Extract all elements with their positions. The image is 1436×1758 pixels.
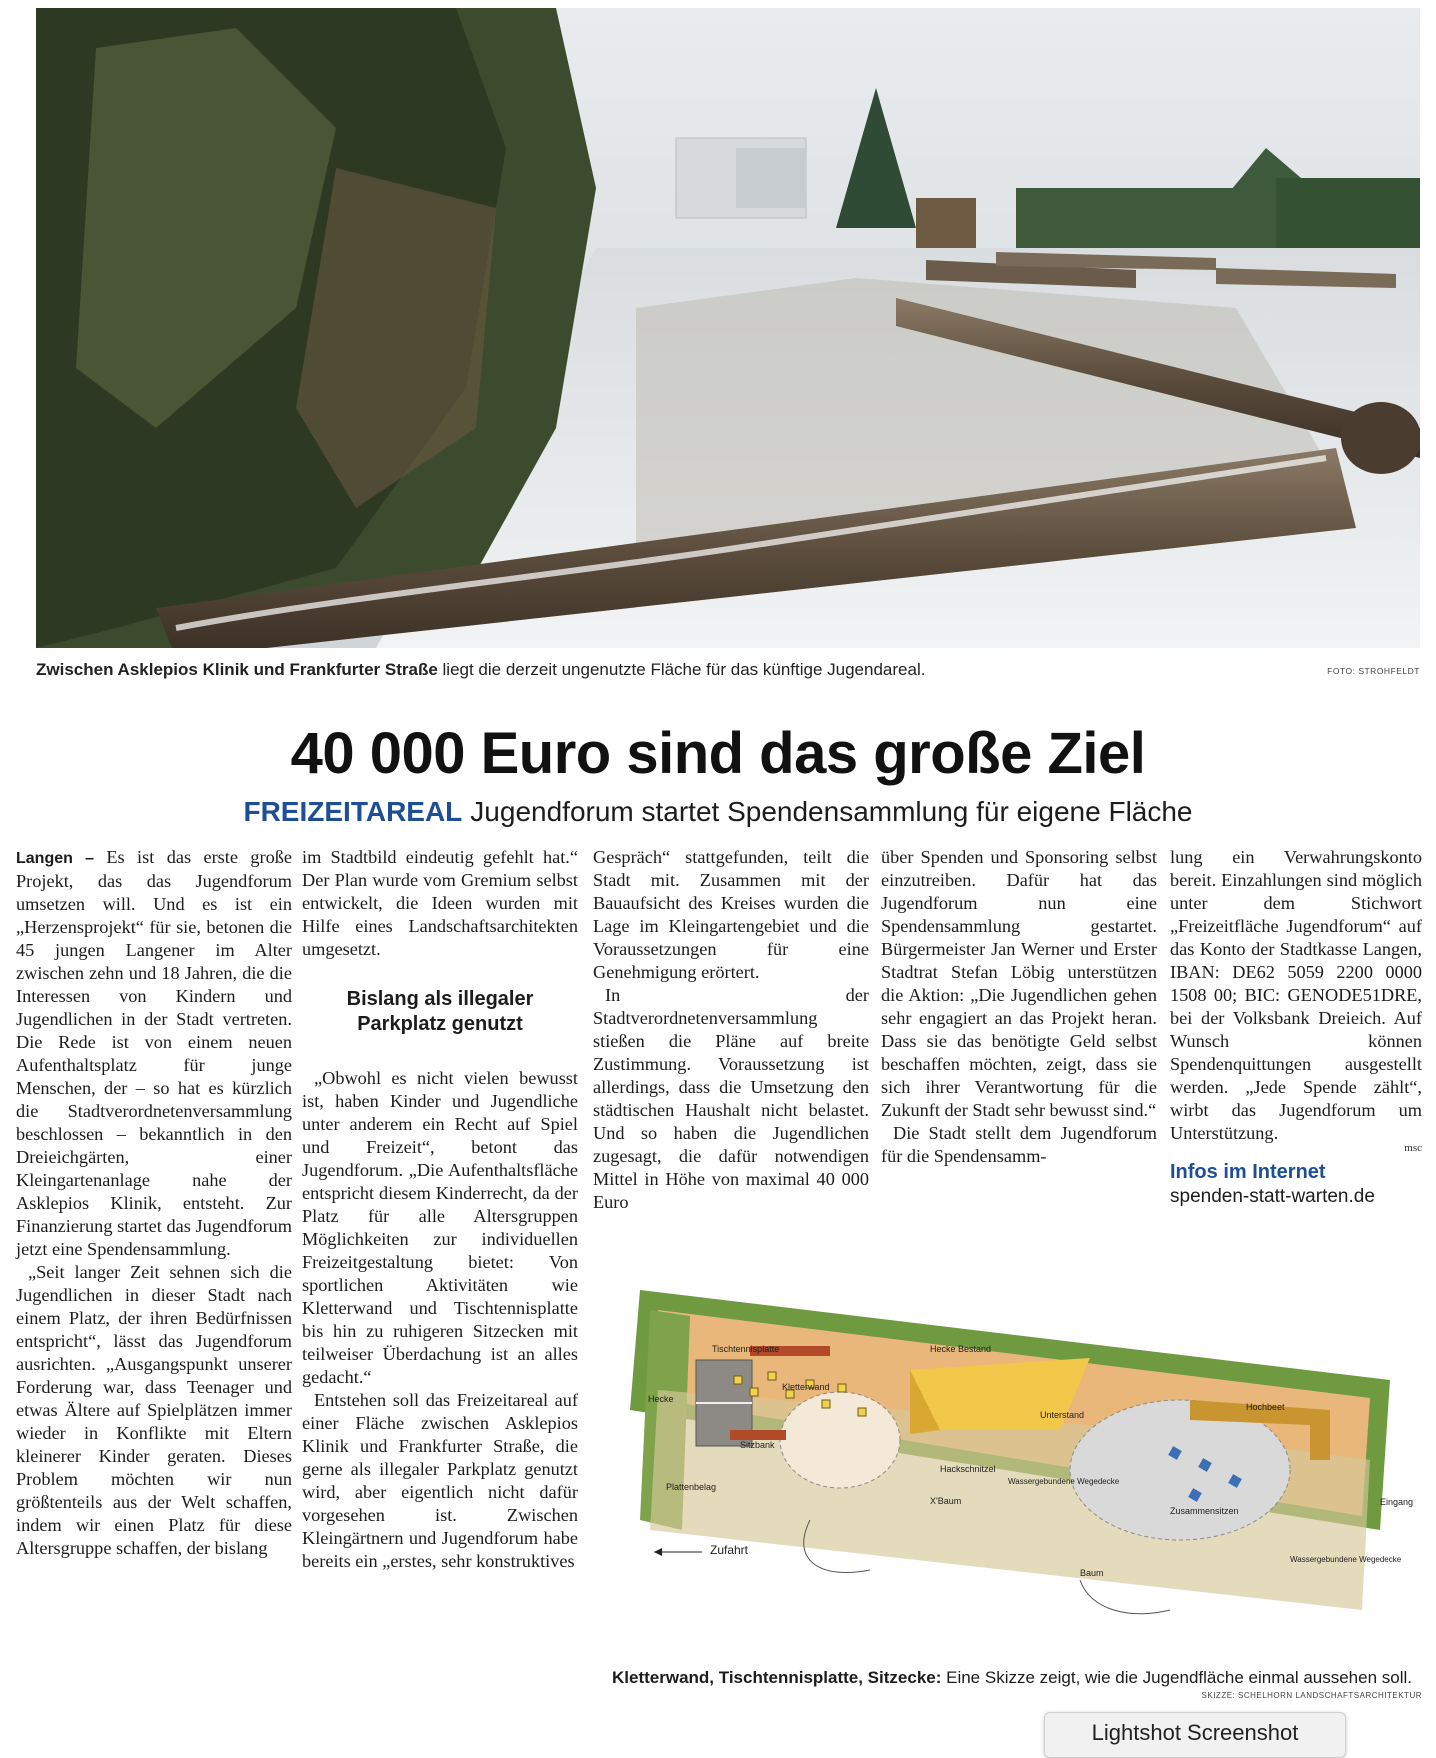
climbing-hold <box>750 1388 758 1396</box>
label-table-tennis: Tischtennisplatte <box>712 1344 780 1354</box>
label-hedge-existing: Hecke Bestand <box>930 1344 992 1354</box>
paragraph-text: Es ist das erste große Projekt, das das Jugendforum umsetzen will. Und es ist ein „Herzensprojekt“ für sie, betonen die 45 jungen Langener im Alter zwischen zehn und 18 Jahren, die die Interessen von Kindern und Jugendlichen in der Stadt vertreten. Die Rede ist von einem neuen Aufenthaltsplatz für junge Menschen, der – so hat es kürzlich die Stadtverordnetenversammlung beschlossen – bekanntlich in den Dreieichgärten, einer Kleingartenanlage nahe der Asklepios Klinik, entsteht. Zur Finanzierung startet das Jugendforum jetzt eine Spendensammlung. <box>16 847 292 1259</box>
dateline: Langen – <box>16 850 107 867</box>
sketch-caption-text: Eine Skizze zeigt, wie die Jugendfläche einmal aussehen soll. <box>941 1668 1412 1687</box>
label-hedge: Hecke <box>648 1394 674 1404</box>
article-column-2 <box>302 846 578 1573</box>
climbing-hold <box>768 1372 776 1380</box>
paragraph: Entstehen soll das Freizeitareal auf einer Fläche zwischen Asklepios Klinik und Frankfurter Straße, die gerne als illegaler Parkplatz genutzt wird, aber eigentlich nicht dafür vorgesehen ist. Zwischen Kleingärtnern und Jugendforum habe bereits ein „erstes, sehr konstruktives <box>302 1390 578 1571</box>
label-seating: Zusammensitzen <box>1170 1506 1239 1516</box>
label-gravel-path-2: Wassergebundene Wegedecke <box>1290 1555 1402 1564</box>
climbing-hold <box>822 1400 830 1408</box>
climbing-hold <box>734 1376 742 1384</box>
paragraph: „Seit langer Zeit sehnen sich die Jugendlichen in dieser Stadt nach einem Platz, der ihren Bedürfnissen entspricht“, lässt das Jugendforum ausrichten. „Ausgangspunkt unserer Forderung war, dass Teenager und etwas Ältere auf Spielplätzen immer wieder in Konflikte mit Eltern kleinerer Kinder geraten. Dieses Problem möchten wir nun größtenteils aus der Welt schaffen, indem wir einen Platz für diese Altersgruppe schaffen, der bislang <box>16 1262 292 1558</box>
section-subheading: Bislang als illegaler Parkplatz genutzt <box>346 988 534 1035</box>
label-gravel-path-1: Wassergebundene Wegedecke <box>1008 1477 1120 1486</box>
paragraph: Die Stadt stellt dem Jugendforum für die Spendensamm- <box>881 1123 1157 1166</box>
site-plan-drawing <box>610 1280 1426 1640</box>
screenshot-tooltip: Lightshot Screenshot <box>1044 1712 1346 1758</box>
article-photo <box>36 8 1420 648</box>
photo-caption <box>36 660 1420 684</box>
climbing-hold <box>858 1408 866 1416</box>
infos-heading: Infos im Internet <box>1170 1161 1326 1183</box>
photo-credit: FOTO: STROHFELDT <box>1327 666 1420 676</box>
climbing-hold <box>838 1384 846 1392</box>
paragraph: In der Stadtverordnetenversammlung stießen die Pläne auf breite Zustimmung. Voraussetzung ist allerdings, dass die Umsetzung den städtischen Haushalt nicht belastet. Und so haben die Jugendlichen zugesagt, die dafür notwendigen Mittel in Höhe von maximal 40 000 Euro <box>593 985 869 1212</box>
label-bench: Sitzbank <box>740 1440 775 1450</box>
paragraph: Gespräch“ stattgefunden, teilt die Stadt mit. Zusammen mit der Bauaufsicht des Kreises wurden die Lage im Kleingartengebiet und die Voraussetzungen für eine Genehmigung erörtert. <box>593 847 869 982</box>
woodchip-area <box>780 1392 900 1488</box>
label-entrance: Eingang <box>1380 1497 1414 1507</box>
site-plan-sketch <box>610 1280 1426 1640</box>
article-column-1 <box>16 846 292 1560</box>
photo-caption-bold: Zwischen Asklepios Klinik und Frankfurter Straße <box>36 660 438 679</box>
label-tree: Baum <box>1080 1568 1104 1578</box>
article-column-3 <box>593 846 869 1214</box>
driveway-arrowhead <box>654 1548 662 1556</box>
article-column-4 <box>881 846 1157 1168</box>
photo-caption-text: liegt die derzeit ungenutzte Fläche für das künftige Jugendareal. <box>437 660 926 679</box>
sketch-caption-bold: Kletterwand, Tischtennisplatte, Sitzecke: <box>612 1668 942 1687</box>
label-shelter: Unterstand <box>1040 1410 1085 1420</box>
paragraph: lung ein Verwahrungskonto bereit. Einzahlungen sind möglich unter dem Stichwort „Freizeitfläche Jugendforum“ auf das Konto der Stadtkasse Langen, IBAN: DE62 5059 2200 0000 1508 00; BIC: GENODE51DRE, bei der Volksbank Dreieich. Auf Wunsch können Spendenquittungen ausgestellt werden. „Jede Spende zählt“, wirbt das Jugendforum um Unterstützung. <box>1170 847 1422 1143</box>
kicker: FREIZEITAREAL <box>243 796 463 827</box>
label-paving: Plattenbelag <box>666 1482 717 1492</box>
paragraph: über Spenden und Sponsoring selbst einzutreiben. Dafür hat das Jugendforum nun eine Spendensammlung gestartet. Bürgermeister Jan Werner und Erster Stadtrat Stefan Löbig unterstützen die Aktion: „Die Jugendlichen gehen sehr engagiert an das Projekt heran. Dass sie das benötigte Geld selbst beschaffen möchten, zeigt, dass sie sich ihrer Verantwortung für die Zukunft der Stadt sehr bewusst sind.“ <box>881 847 1157 1120</box>
label-climbing-wall: Kletterwand <box>782 1382 830 1392</box>
subheadline <box>0 794 1436 830</box>
bench <box>730 1430 786 1440</box>
label-raised-bed: Hochbeet <box>1246 1402 1285 1412</box>
label-christmas-tree: X'Baum <box>930 1496 962 1506</box>
label-driveway: Zufahrt <box>710 1543 749 1557</box>
sketch-caption <box>612 1666 1422 1690</box>
label-woodchips: Hackschnitzel <box>940 1464 996 1474</box>
sketch-credit: SKIZZE: SCHELHORN LANDSCHAFTSARCHITEKTUR <box>1201 1691 1422 1700</box>
snowy-lot-photo <box>36 8 1420 648</box>
infos-link[interactable]: spenden-statt-warten.de <box>1170 1186 1375 1207</box>
author-signature: msc <box>1404 1142 1422 1154</box>
paragraph <box>16 846 292 1261</box>
article-column-5 <box>1170 846 1422 1209</box>
headline: 40 000 Euro sind das große Ziel <box>290 721 1146 786</box>
paragraph: im Stadtbild eindeutig gefehlt hat.“ Der Plan wurde vom Gremium selbst entwickelt, die Ideen wurden mit Hilfe eines Landschaftsarchitekten umgesetzt. <box>302 847 578 959</box>
subheadline-text: Jugendforum startet Spendensammlung für eigene Fläche <box>470 796 1193 827</box>
paragraph: „Obwohl es nicht vielen bewusst ist, haben Kinder und Jugendliche unter anderem ein Recht auf Spiel und Freizeit“, betont das Jugendforum. „Die Aufenthaltsfläche entspricht diesem Kinderrecht, da der Platz für alle Altersgruppen Möglichkeiten zur individuellen Freizeitgestaltung bietet: Von sportlichen Aktivitäten wie Kletterwand und Tischtennisplatte bis hin zu ruhigeren Sitzecken mit teilweiser Überdachung ist an alles gedacht.“ <box>302 1068 578 1387</box>
